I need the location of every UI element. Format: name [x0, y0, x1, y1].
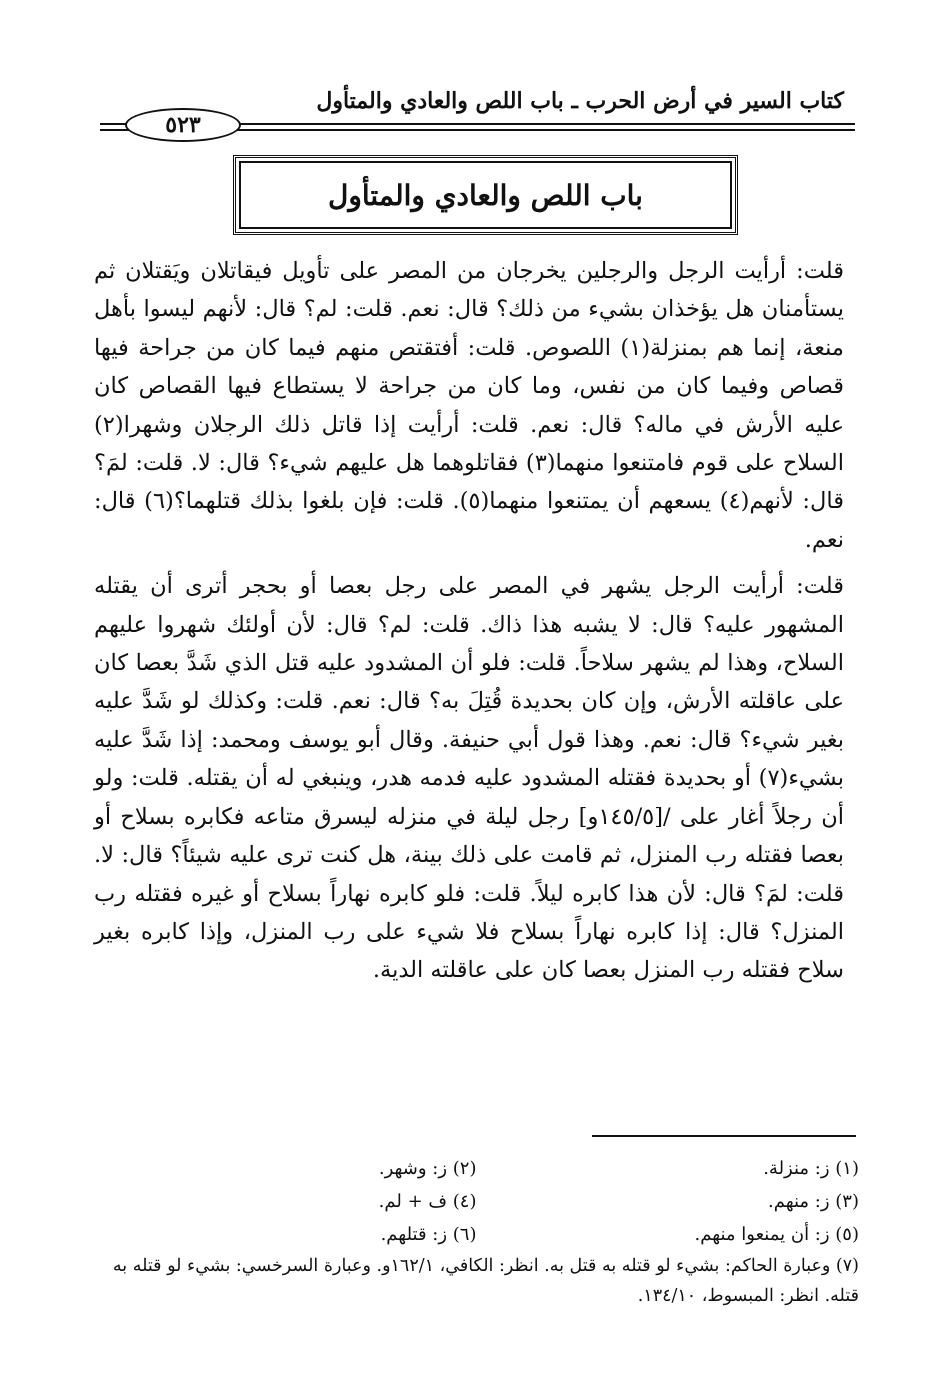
footnote: (٥) ز: أن يمنعوا منهم.	[694, 1224, 859, 1245]
chapter-title-frame	[233, 155, 738, 235]
footnote: (٦) ز: قتلهم.	[380, 1224, 477, 1245]
paragraph: قلت: أرأيت الرجل والرجلين يخرجان من المصر على تأويل فيقاتلان ويَقتلان ثم يستأمنان هل يؤخذان بشيء من ذلك؟ قال: نعم. قلت: لم؟ قال: لأنهم ليسوا بأهل منعة، إنما هم بمنزلة(١) اللصوص. قلت: أفتقتص منهم فيما كان من جراحة فيها قصاص وفيما كان من نفس، وما كان من جراحة لا يستطاع فيها القصاص كان عليه الأرش في ماله؟ قال: نعم. قلت: أرأيت إذا قاتل ذلك الرجلان وشهرا(٢) السلاح على قوم فامتنعوا منهما(٣) فقاتلوهما هل عليهم شيء؟ قال: لا. قلت: لمَ؟ قال: لأنهم(٤) يسعهم أن يمتنعوا منهما(٥). قلت: فإن بلغوا بذلك قتلهما؟(٦) قال: نعم.	[94, 258, 844, 553]
footnote: (٢) ز: وشهر.	[378, 1158, 477, 1179]
footnotes	[94, 1152, 859, 1311]
footnote-row	[94, 1218, 859, 1251]
running-title: كتاب السير في أرض الحرب ـ باب اللص والعادي والمتأول	[316, 88, 844, 114]
footnote-long: (٧) وعبارة الحاكم: بشيء لو قتله به قتل به. انظر: الكافي، ١٦٢/١و. وعبارة السرخسي: بشيء لو قتله به قتله. انظر: المبسوط، ١٣٤/١٠.	[112, 1256, 859, 1306]
footnote: (٣) ز: منهم.	[768, 1191, 859, 1212]
paragraph: قلت: أرأيت الرجل يشهر في المصر على رجل بعصا أو بحجر أترى أن يقتله المشهور عليه؟ قال: لا يشبه هذا ذاك. قلت: لم؟ قال: لأن أولئك شهروا عليهم السلاح، وهذا لم يشهر سلاحاً. قلت: فلو أن المشدود عليه قتل الذي شَدَّ بعصا كان على عاقلته الأرش، وإن كان بحديدة قُتِلَ به؟ قال: نعم. قلت: وكذلك لو شَدَّ عليه بغير شيء؟ قال: نعم. وهذا قول أبي حنيفة. وقال أبو يوسف ومحمد: إذا شَدَّ عليه بشيء(٧) أو بحديدة فقتله المشدود عليه فدمه هدر، وينبغي له أن يقتله. قلت: ولو أن رجلاً أغار على /[١٤٥/٥و] رجل ليلة في منزله ليسرق متاعه فكابره بسلاح أو بعصا فقتله رب المنزل، ثم قامت على ذلك بينة، هل كنت ترى عليه شيئاً؟ قال: لا. قلت: لمَ؟ قال: لأن هذا كابره ليلاً. قلت: فلو كابره نهاراً بسلاح أو غيره فقتله رب المنزل؟ قال: إذا كابره نهاراً بسلاح فلا شيء على رب المنزل، وإذا كابره بغير سلاح فقتله رب المنزل بعصا كان على عاقلته الدية.	[94, 573, 844, 984]
chapter-title: باب اللص والعادي والمتأول	[328, 178, 643, 212]
page-number: ٥٢٣	[125, 108, 241, 142]
main-text	[94, 252, 844, 990]
footnote: (٤) ف + لم.	[378, 1191, 477, 1212]
chapter-title-box	[239, 161, 732, 229]
footnote: (١) ز: منزلة.	[763, 1158, 859, 1179]
footnote-separator	[592, 1135, 856, 1137]
footnote-row	[94, 1185, 859, 1218]
footnote-row	[94, 1152, 859, 1185]
